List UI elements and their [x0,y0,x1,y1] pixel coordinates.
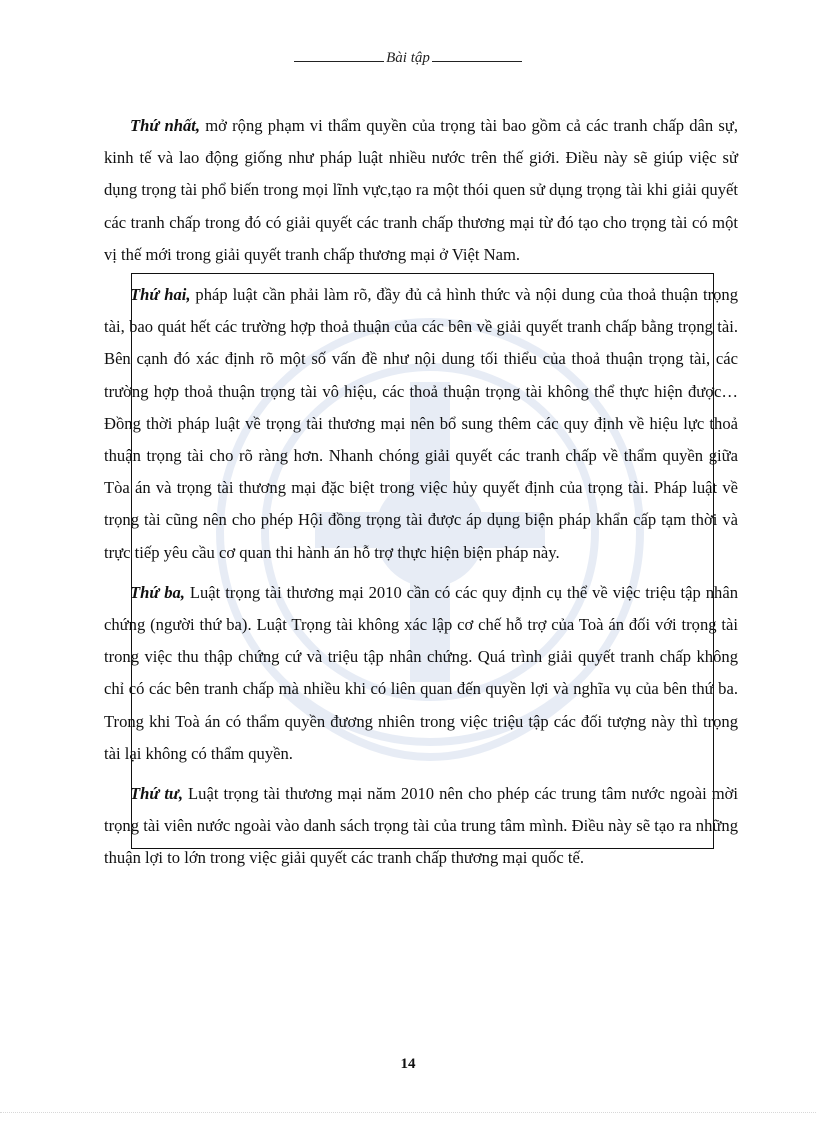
paragraph-2 [104,279,738,569]
paragraph-3 [104,577,738,770]
paragraph-text: mở rộng phạm vi thẩm quyền của trọng tài bao gồm cả các tranh chấp dân sự, kinh tế và lao động giống như pháp luật nhiều nước trên thế giới. Điều này sẽ giúp việc sử dụng trọng tài phổ biến trong mọi lĩnh vực,tạo ra một thói quen sử dụng trọng tài khi giải quyết các tranh chấp trong đó có giải quyết các tranh chấp thương mại từ đó tạo cho trọng tài có một vị thế mới trong giải quyết tranh chấp thương mại ở Việt Nam. [104,116,739,264]
paragraph-text: Luật trọng tài thương mại 2010 cần có các quy định cụ thể về việc triệu tập nhân chứng (người thứ ba). Luật Trọng tài không xác lập cơ chế hỗ trợ của Toà án đối với trọng tài trong việc thu thập chứng cứ và triệu tập nhân chứng. Quá trình giải quyết tranh chấp không chỉ có các bên tranh chấp mà nhiều khi có liên quan đến quyền lợi và nghĩa vụ của bên thứ ba. Trong khi Toà án có thẩm quyền đương nhiên trong việc triệu tập các đối tượng này thì trọng tài lại không có thẩm quyền. [104,582,738,763]
paragraph-text: pháp luật cần phải làm rõ, đầy đủ cả hình thức và nội dung của thoả thuận trọng tài, bao quát hết các trường hợp thoả thuận của các bên về giải quyết tranh chấp bằng trọng tài. Bên cạnh đó xác định rõ một số vấn đề như nội dung tối thiểu của thoả thuận trọng tài, các trường hợp thoả thuận trọng tài vô hiệu, các thoả thuận trọng tài không thể thực hiện được…Đồng thời pháp luật về trọng tài thương mại nên bổ sung thêm các quy định về hiệu lực thoả thuận trọng tài cho rõ ràng hơn. Nhanh chóng giải quyết các tranh chấp về thẩm quyền giữa Tòa án và trọng tài thương mại đặc biệt trong việc hủy quyết định của trọng tài. Pháp luật về trọng tài cũng nên cho phép Hội đồng trọng tài được áp dụng biện pháp khẩn cấp tạm thời và trực tiếp yêu cầu cơ quan thi hành án hỗ trợ thực hiện biện pháp này. [104,285,738,562]
footer-rule [0,1112,816,1113]
paragraph-lead: Thứ hai, [130,285,191,305]
paragraph-lead: Thứ nhất, [130,116,201,135]
paragraph-1 [104,110,738,271]
paragraph-text: Luật trọng tài thương mại năm 2010 nên cho phép các trung tâm nước ngoài mời trọng tài viên nước ngoài vào danh sách trọng tài của trung tâm mình. Điều này sẽ tạo ra những thuận lợi to lớn trong việc giải quyết các tranh chấp thương mại quốc tế. [104,784,738,868]
document-body [104,110,738,883]
page-header [0,50,816,67]
paragraph-lead: Thứ tư, [130,784,184,804]
page-number: 14 [400,1056,416,1072]
paragraph-4 [104,778,738,875]
paragraph-lead: Thứ ba, [130,582,185,602]
header-rule-left [294,60,384,62]
header-rule-right [432,60,522,62]
header-title: Bài tập [386,50,430,66]
